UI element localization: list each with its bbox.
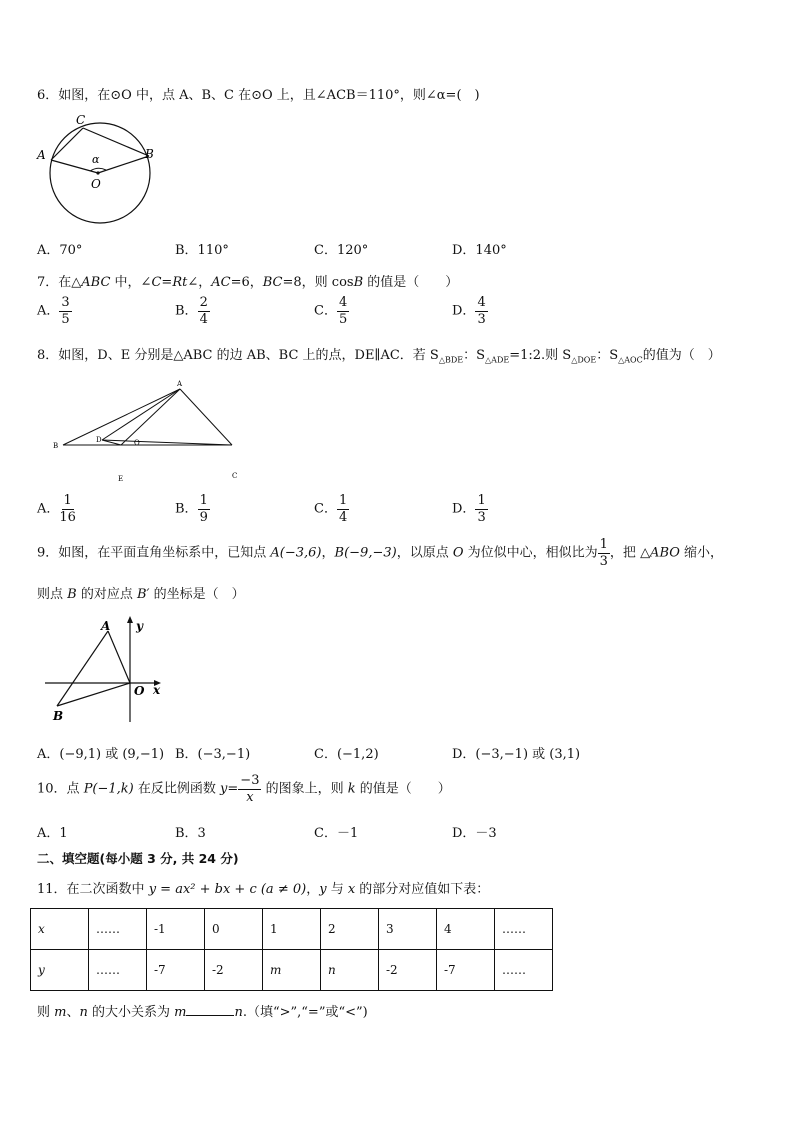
numerator: 3 — [61, 295, 70, 310]
q8-label-b: B — [53, 442, 59, 450]
fraction — [475, 494, 487, 524]
q8-option-b — [175, 494, 210, 524]
q6-option-c: C．120° — [314, 243, 369, 258]
q8-triangle-figure — [45, 378, 250, 488]
q11-text: 的部分对应值如下表： — [355, 882, 490, 897]
q9-point-b: B(−9,−3) — [334, 545, 397, 561]
option-letter: C． — [314, 501, 337, 517]
option-letter: B． — [175, 501, 198, 517]
q7-stem-text: =6， — [230, 275, 263, 290]
q9-stem-line1 — [37, 538, 723, 568]
q11-var: n — [79, 1005, 88, 1020]
table-cell: y — [31, 950, 89, 991]
q11-text: 则 — [37, 1005, 55, 1020]
q9-option-b: B．(−3,−1) — [175, 747, 251, 762]
q8-stem-text: ：S — [463, 348, 486, 363]
q9-text: ，以原点 — [396, 545, 453, 561]
q11-answer-line — [37, 1001, 368, 1020]
table-cell: 0 — [205, 909, 263, 950]
table-cell: 1 — [263, 909, 321, 950]
q11-var: m — [174, 1005, 187, 1020]
table-cell: -7 — [437, 950, 495, 991]
table-cell: 4 — [437, 909, 495, 950]
q6-circle-figure — [30, 108, 170, 233]
q9-text: ，把 — [609, 545, 641, 561]
q6-label-alpha: α — [92, 153, 100, 166]
denominator: 5 — [61, 311, 70, 327]
q9-text: 的坐标是（ ） — [149, 587, 245, 602]
q10-point: P(−1,k) — [83, 781, 134, 797]
q9-text: 缩小， — [679, 545, 724, 561]
table-cell: n — [321, 950, 379, 991]
fraction — [198, 494, 210, 524]
fraction — [337, 296, 349, 326]
numerator: 1 — [63, 493, 72, 508]
fraction — [475, 296, 487, 326]
q10-option-d: D．－3 — [452, 826, 497, 841]
q7-stem-text: 中，∠ — [110, 275, 152, 290]
q7-stem-text: ∠， — [187, 275, 212, 290]
table-cell: -2 — [205, 950, 263, 991]
denominator: x — [246, 789, 254, 805]
table-cell: 2 — [321, 909, 379, 950]
q9-label-o: O — [134, 684, 145, 698]
q6-label-c: C — [76, 113, 86, 127]
q7-stem-var: C — [151, 275, 162, 290]
numerator: 1 — [599, 537, 608, 552]
numerator: 2 — [199, 295, 208, 310]
q10-fraction — [238, 774, 261, 804]
option-letter: D． — [452, 303, 476, 319]
q7-option-c — [314, 296, 349, 326]
q6-option-d: D．140° — [452, 243, 507, 258]
q8-label-o: O — [134, 439, 140, 447]
q7-stem-var: BC — [262, 275, 283, 290]
numerator: 4 — [338, 295, 348, 310]
table-cell: x — [31, 909, 89, 950]
denominator: 4 — [338, 509, 348, 525]
q8-sub: △DOE — [571, 355, 597, 365]
numerator: 1 — [477, 493, 486, 508]
q8-sub: △BDE — [438, 355, 464, 365]
q9-label-b: B — [53, 709, 64, 723]
table-cell: -1 — [147, 909, 205, 950]
q7-stem — [37, 271, 458, 290]
table-cell: …… — [495, 950, 553, 991]
table-cell: …… — [495, 909, 553, 950]
q7-option-d — [452, 296, 488, 326]
q10-var: y — [220, 781, 228, 797]
fraction — [59, 296, 71, 326]
q7-stem-text: = — [161, 275, 173, 290]
q7-stem-text: 7．在△ — [37, 275, 82, 290]
numerator: 1 — [199, 493, 208, 508]
q7-stem-text: =8，则 cos — [282, 275, 354, 290]
q8-stem-text: ：S — [596, 348, 619, 363]
q11-var: x — [347, 882, 356, 897]
q9-text: 则点 — [37, 587, 68, 602]
q10-var: k — [347, 781, 356, 797]
q10-text: 在反比例函数 — [133, 781, 221, 797]
table-cell: …… — [89, 909, 147, 950]
q6-option-a: A．70° — [37, 243, 83, 258]
table-row — [31, 950, 553, 991]
q9-label-x: x — [153, 683, 161, 697]
q8-sub: △ADE — [485, 355, 510, 365]
q8-option-c — [314, 494, 349, 524]
q9-option-d: D．(−3,−1) 或 (3,1) — [452, 747, 581, 762]
q11-var: n — [234, 1005, 243, 1020]
q9-text: 的对应点 — [76, 587, 137, 602]
q9-option-c: C．(−1,2) — [314, 747, 379, 762]
table-cell: -7 — [147, 950, 205, 991]
q11-var: y — [319, 882, 327, 897]
q11-text: 与 — [326, 882, 348, 897]
q7-stem-var: AC — [211, 275, 231, 290]
q10-option-b: B．3 — [175, 826, 206, 841]
q11-stem — [37, 878, 489, 897]
q10-text: = — [227, 781, 239, 797]
q6-label-a: A — [37, 148, 46, 162]
denominator: 3 — [599, 553, 608, 569]
q8-label-d: D — [96, 436, 102, 444]
q8-sub: △AOC — [618, 355, 643, 365]
q11-text: 11．在二次函数中 — [37, 882, 149, 897]
q10-option-a: A．1 — [37, 826, 68, 841]
table-row — [31, 909, 553, 950]
option-letter: D． — [452, 501, 476, 517]
q11-var: m — [54, 1005, 67, 1020]
denominator: 9 — [199, 509, 208, 525]
denominator: 3 — [477, 509, 486, 525]
option-letter: C． — [314, 303, 337, 319]
q10-text: 的图象上，则 — [261, 781, 348, 797]
q10-stem — [37, 774, 451, 804]
q6-stem: 6．如图，在⊙O 中，点 A、B、C 在⊙O 上，且∠ACB＝110°，则∠α=( ) — [37, 88, 480, 103]
denominator: 4 — [199, 311, 208, 327]
option-letter: A． — [37, 501, 60, 517]
q7-stem-text: 的值是（ ） — [363, 275, 459, 290]
q8-label-e: E — [118, 475, 124, 483]
q11-text: 的大小关系为 — [87, 1005, 175, 1020]
q7-option-b — [175, 296, 210, 326]
option-letter: B． — [175, 303, 198, 319]
q9-text: ， — [321, 545, 335, 561]
table-cell: m — [263, 950, 321, 991]
q8-option-a — [37, 494, 76, 524]
denominator: 5 — [338, 311, 348, 327]
q9-triangle: △ABO — [640, 545, 680, 561]
table-cell: -2 — [379, 950, 437, 991]
fraction — [198, 296, 210, 326]
answer-blank[interactable] — [186, 1003, 234, 1016]
table-cell: 3 — [379, 909, 437, 950]
q11-text: 、 — [66, 1005, 80, 1020]
q9-ratio-fraction — [598, 538, 610, 568]
q9-var: B — [67, 587, 77, 602]
q10-option-c: C．－1 — [314, 826, 359, 841]
q6-option-b: B．110° — [175, 243, 229, 258]
q9-coordinate-figure — [40, 612, 175, 727]
q8-stem-text: =1:2.则 S — [509, 348, 572, 363]
q11-formula: y = ax² + bx + c (a ≠ 0) — [148, 882, 307, 897]
q7-stem-var: Rt — [172, 275, 188, 290]
q8-stem — [37, 344, 721, 365]
q9-option-a: A．(−9,1) 或 (9,−1) — [37, 747, 165, 762]
q9-var: B′ — [136, 587, 150, 602]
q9-label-a: A — [101, 619, 111, 633]
q9-origin: O — [452, 545, 464, 561]
q8-stem-text: 8．如图，D、E 分别是△ABC 的边 AB、BC 上的点，DE∥AC．若 S — [37, 348, 439, 363]
numerator: −3 — [240, 773, 260, 788]
q6-label-o: O — [91, 177, 101, 191]
q8-stem-text: 的值为（ ） — [642, 348, 721, 363]
q9-stem-line2 — [37, 583, 245, 602]
fraction — [337, 494, 349, 524]
q11-values-table — [30, 908, 553, 991]
option-letter: A． — [37, 303, 60, 319]
q9-label-y: y — [136, 619, 143, 633]
q9-text: 为位似中心，相似比为 — [463, 545, 598, 561]
denominator: 3 — [477, 311, 486, 327]
table-cell: …… — [89, 950, 147, 991]
numerator: 1 — [338, 493, 348, 508]
q7-stem-var: ABC — [81, 275, 111, 290]
q6-label-b: B — [145, 147, 154, 161]
numerator: 4 — [477, 295, 486, 310]
q9-text: 9．如图，在平面直角坐标系中，已知点 — [37, 545, 271, 561]
q8-label-a: A — [177, 380, 183, 388]
q10-text: 的值是（ ） — [355, 781, 451, 797]
q11-text: .（填“>”,“=”或“<”) — [242, 1005, 368, 1020]
section-heading: 二、填空题(每小题 3 分, 共 24 分) — [37, 851, 239, 866]
q11-text: ， — [306, 882, 320, 897]
q7-option-a — [37, 296, 72, 326]
denominator: 16 — [59, 509, 76, 525]
fraction — [59, 494, 76, 524]
q10-text: 10．点 — [37, 781, 84, 797]
q9-point-a: A(−3,6) — [270, 545, 322, 561]
q8-option-d — [452, 494, 488, 524]
q7-stem-var: B — [353, 275, 364, 290]
q8-label-c: C — [232, 472, 238, 480]
